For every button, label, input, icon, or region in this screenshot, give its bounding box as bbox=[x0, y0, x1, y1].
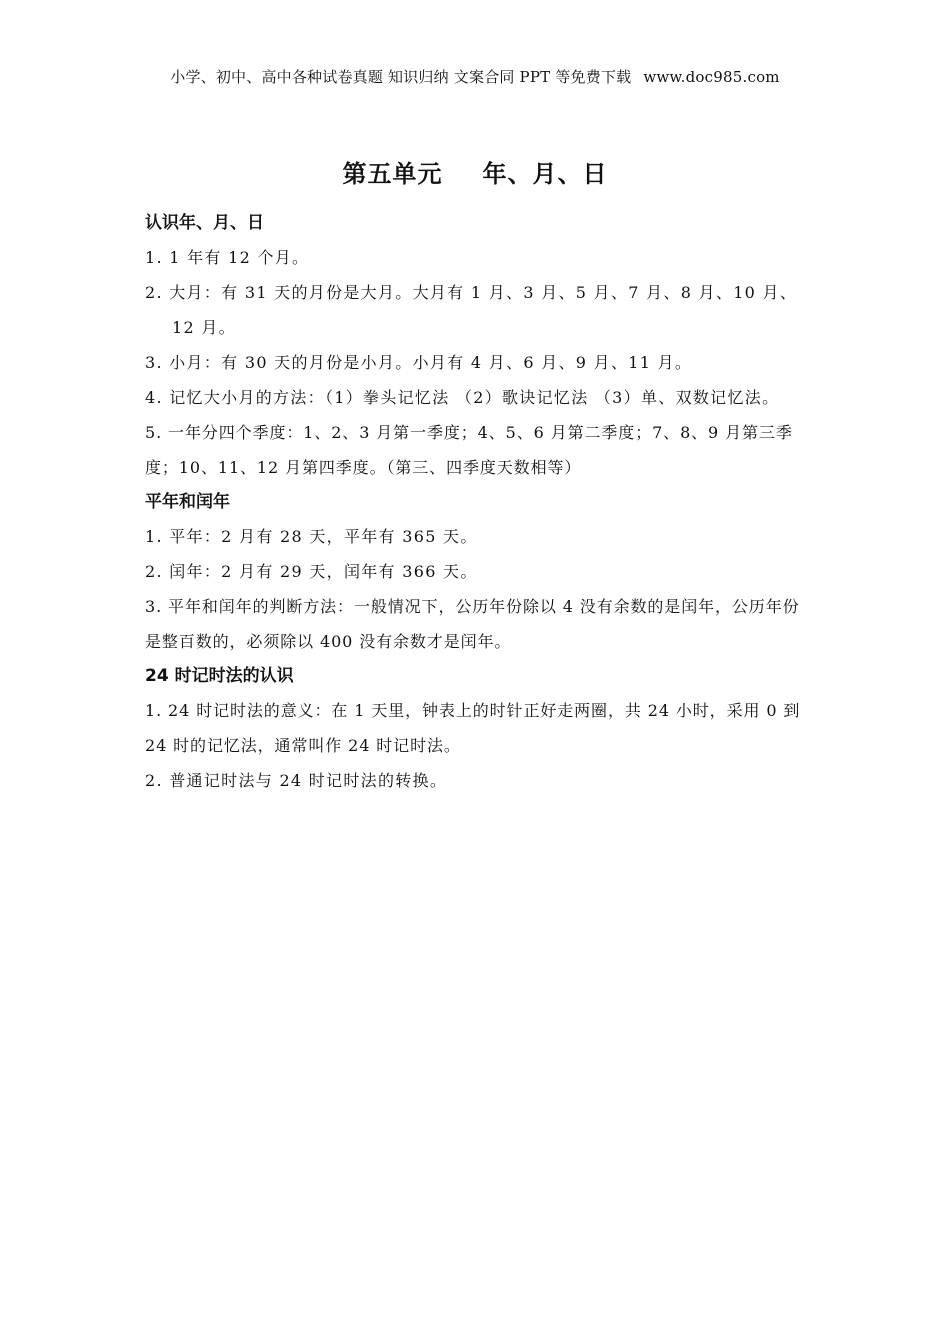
document-body bbox=[145, 206, 807, 798]
document-title bbox=[0, 154, 950, 189]
section-heading: 24 时记时法的认识 bbox=[145, 666, 294, 686]
header-site-link[interactable]: www.doc985.com bbox=[643, 68, 780, 86]
page-header bbox=[0, 66, 950, 87]
title-topic: 年、月、日 bbox=[482, 160, 608, 188]
section-heading: 认识年、月、日 bbox=[145, 213, 264, 233]
list-item: 2. 大月：有 31 天的月份是大月。大月有 1 月、3 月、5 月、7 月、8 月、10 月、12 月。 bbox=[145, 283, 798, 337]
list-item: 5. 一年分四个季度：1、2、3 月第一季度；4、5、6 月第二季度；7、8、9 月第三季度；10、11、12 月第四季度。（第三、四季度天数相等） bbox=[145, 423, 793, 477]
list-item: 2. 普通记时法与 24 时记时法的转换。 bbox=[145, 771, 448, 790]
section-common-leap-year bbox=[145, 485, 807, 659]
list-item: 3. 小月：有 30 天的月份是小月。小月有 4 月、6 月、9 月、11 月。 bbox=[145, 353, 693, 372]
list-item: 2. 闰年：2 月有 29 天，闰年有 366 天。 bbox=[145, 562, 478, 581]
list-item: 1. 平年：2 月有 28 天，平年有 365 天。 bbox=[145, 527, 478, 546]
header-text: 小学、初中、高中各种试卷真题 知识归纳 文案合同 PPT 等免费下载 bbox=[170, 68, 632, 86]
section-heading: 平年和闰年 bbox=[145, 492, 230, 512]
list-item: 4. 记忆大小月的方法：（1）拳头记忆法 （2）歌诀记忆法 （3）单、双数记忆法。 bbox=[145, 388, 780, 407]
section-24-hour-clock bbox=[145, 659, 807, 798]
list-item: 1. 1 年有 12 个月。 bbox=[145, 248, 310, 267]
list-item: 3. 平年和闰年的判断方法：一般情况下，公历年份除以 4 没有余数的是闰年，公历年份是整百数的，必须除以 400 没有余数才是闰年。 bbox=[145, 597, 800, 651]
title-unit: 第五单元 bbox=[342, 160, 443, 188]
section-years-months-days bbox=[145, 206, 807, 485]
list-item: 1. 24 时记时法的意义：在 1 天里，钟表上的时针正好走两圈，共 24 小时，采用 0 到 24 时的记忆法，通常叫作 24 时记时法。 bbox=[145, 701, 801, 755]
